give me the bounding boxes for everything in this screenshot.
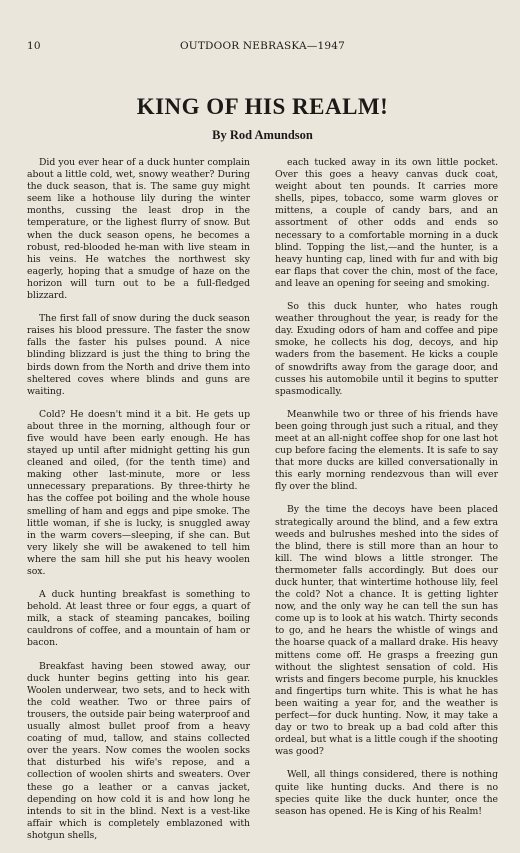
running-header <box>27 40 498 52</box>
paragraph: By the time the decoys have been placed strategically around the blind, and a few extra weeds and bulrushes meshed into the sides of the blind, there is still more than an hour to kill. The wind blows a little stronger. The thermometer falls accordingly. But does our duck hunter, that wintertime hothouse lily, feel the cold? Not a chance. It is getting lighter now, and the only way he can tell the sun has come up is to look at his watch. Thirty seconds to go, and he hears the whistle of wings and the hoarse quack of a mallard drake. His heavy mittens come off. He grasps a freezing gun without the slightest sensation of cold. His wrists and fingers become purple, his knuckles and fingertips turn white. This is what he has been waiting a year for, and the weather is perfect—for duck hunting. Now, it may take a day or two to break up a bad cold after this ordeal, but what is a little cough if the shooting was good? <box>275 504 498 758</box>
paragraph: A duck hunting breakfast is something to behold. At least three or four eggs, a quart of milk, a stack of steaming pancakes, boiling cauldrons of coffee, and a mountain of ham or bacon. <box>27 589 250 649</box>
paragraph: So this duck hunter, who hates rough weather throughout the year, is ready for the day. Exuding odors of ham and coffee and pipe smoke, he collects his dog, decoys, and hip waders from the basement. He kicks a couple of snowdrifts away from the garage door, and cusses his automobile until it begins to sputter spasmodically. <box>275 301 498 397</box>
paragraph: each tucked away in its own little pocket. Over this goes a heavy canvas duck coat, weight about ten pounds. It carries more shells, pipes, tobacco, some warm gloves or mittens, a couple of candy bars, and an assortment of other odds and ends so necessary to a comfortable morning in a duck blind. Topping the list,—and the hunter, is a heavy hunting cap, lined with fur and with big ear flaps that cover the chin, most of the face, and leave an opening for seeing and smoking. <box>275 157 498 289</box>
paragraph: Well, all things considered, there is nothing quite like hunting ducks. And there is no species quite like the duck hunter, once the season has opened. He is King of his Realm! <box>275 769 498 817</box>
page-number: 10 <box>27 40 41 52</box>
article-byline: By Rod Amundson <box>212 128 313 142</box>
paragraph: Meanwhile two or three of his friends have been going through just such a ritual, and they meet at an all-night coffee shop for one last hot cup before facing the elements. It is safe to say that more ducks are killed conversationally in this early morning rendezvous than will ever fly over the blind. <box>275 408 498 493</box>
right-column <box>275 157 498 853</box>
article-title: KING OF HIS REALM! <box>136 94 389 119</box>
paragraph: Did you ever hear of a duck hunter complain about a little cold, wet, snowy weather? During the duck season, that is. The same guy might seem like a hothouse lily during the winter months, cussing the least drop in the temperature, or the lighest flurry of snow. But when the duck season opens, he becomes a robust, red-blooded he-man with live steam in his veins. He watches the northwest sky eagerly, hoping that a smudge of haze on the horizon will turn out to be a full-fledged blizzard. <box>27 157 250 302</box>
article-body <box>27 157 498 853</box>
paragraph: The first fall of snow during the duck season raises his blood pressure. The faster the snow falls the faster his pulses pound. A nice blinding blizzard is just the thing to bring the birds down from the North and drive them into sheltered coves where blinds and guns are waiting. <box>27 313 250 397</box>
journal-title: OUTDOOR NEBRASKA—1947 <box>179 40 345 52</box>
left-column <box>27 157 250 853</box>
paragraph: Cold? He doesn't mind it a bit. He gets up about three in the morning, although four or five would have been early enough. He has stayed up until after midnight getting his gun cleaned and oiled, (for the tenth time) and making other last-minute, more or less unnecessary preparations. By three-thirty he has the coffee pot boiling and the whole house smelling of ham and eggs and pipe smoke. The little woman, if she is lucky, is snuggled away in the warm covers—sleeping, if she can. But very likely she will be awakened to tell him where the sam hill she put his heavy woolen sox. <box>27 408 250 577</box>
paragraph: Breakfast having been stowed away, our duck hunter begins getting into his gear. Woolen underwear, two sets, and to heck with the cold weather. Two or three pairs of trousers, the outside pair being waterproof and usually almost bullet proof from a heavy coating of mud, tallow, and stains collected over the years. Now comes the woolen socks that disturbed his wife's repose, and a collection of woolen shirts and sweaters. Over these go a leather or a canvas jacket, depending on how cold it is and how long he intends to sit in the blind. Next is a vest-like affair which is completely emblazoned with shotgun shells, <box>27 660 250 841</box>
